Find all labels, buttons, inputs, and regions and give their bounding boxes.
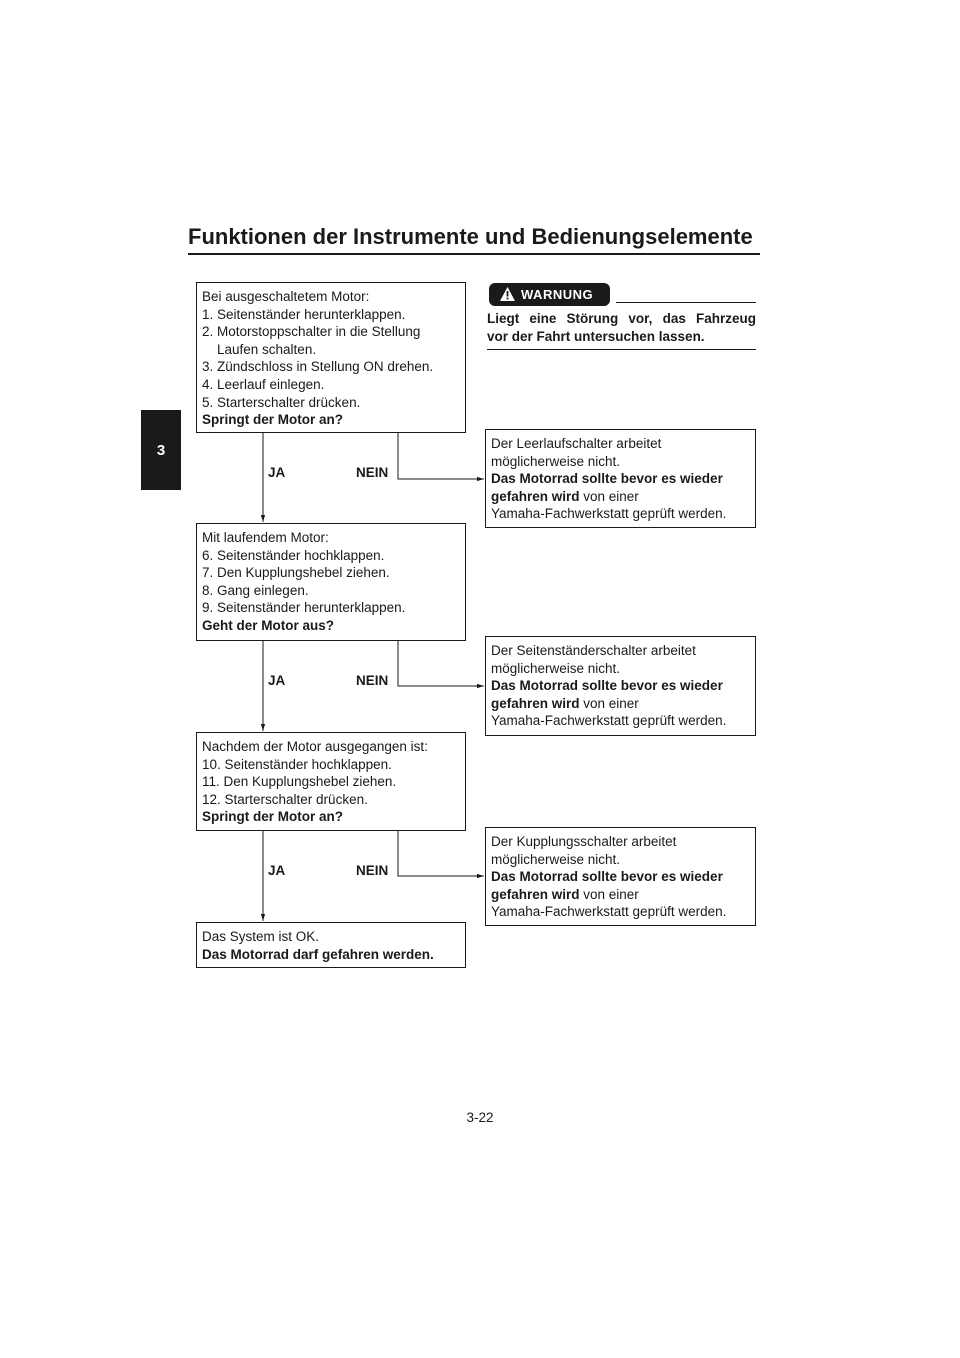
step-1-line: Laufen schalten. [217, 341, 317, 357]
step-1-line: 3. Zündschloss in Stellung ON drehen. [202, 359, 434, 375]
step-2-line: 7. Den Kupplungshebel ziehen. [202, 565, 390, 581]
step-3-line: 11. Den Kupplungshebel ziehen. [202, 774, 397, 790]
fault-box-1 [485, 429, 756, 528]
fault-box-2 [485, 636, 756, 736]
step-1-line: 1. Seitenständer herunterklappen. [202, 306, 406, 322]
fault-3-bold: Das Motorrad sollte bevor es wieder [491, 869, 723, 885]
no-arrow-3 [398, 830, 484, 876]
step-3-line: 12. Starterschalter drücken. [202, 791, 368, 807]
fault-1-line: Yamaha-Fachwerkstatt geprüft werden. [491, 506, 727, 522]
fault-1-tail: von einer [579, 488, 639, 504]
warning-text [487, 310, 756, 346]
step-box-2 [196, 523, 466, 641]
no-label-3: NEIN [356, 863, 389, 878]
page-title: Funktionen der Instrumente und Bedienungselemente [188, 224, 753, 249]
fault-1-bold: Das Motorrad sollte bevor es wieder [491, 471, 723, 487]
step-1-line: 4. Leerlauf einlegen. [202, 376, 325, 392]
warning-line: vor der Fahrt untersuchen lassen. [487, 329, 705, 344]
step-box-3 [196, 732, 466, 831]
fault-1-line: möglicherweise nicht. [491, 453, 621, 469]
fault-3-line: möglicherweise nicht. [491, 851, 621, 867]
yes-label-1: JA [268, 465, 286, 480]
no-label-1: NEIN [356, 465, 389, 480]
final-line: Das System ist OK. [202, 929, 320, 944]
no-arrow-1 [398, 432, 484, 479]
step-box-1 [196, 282, 466, 433]
step-1-line: 2. Motorstoppschalter in die Stellung [202, 324, 421, 340]
fault-2-bold: gefahren wird [491, 695, 580, 711]
step-2-line: 6. Seitenständer hochklappen. [202, 547, 385, 563]
step-2-line: 8. Gang einlegen. [202, 582, 309, 598]
step-2-question: Geht der Motor aus? [202, 617, 335, 633]
no-label-2: NEIN [356, 673, 389, 688]
fault-3-tail: von einer [579, 886, 639, 902]
yes-label-2: JA [268, 673, 286, 688]
no-arrow-2 [398, 640, 484, 686]
warning-badge [489, 283, 610, 306]
step-3-line: 10. Seitenständer hochklappen. [202, 756, 392, 772]
fault-3-line: Der Kupplungsschalter arbeitet [491, 834, 677, 849]
step-2-line: Mit laufendem Motor: [202, 530, 329, 545]
fault-3-line: Yamaha-Fachwerkstatt geprüft werden. [491, 904, 727, 920]
fault-1-line: Der Leerlaufschalter arbeitet [491, 436, 662, 451]
chapter-tab: 3 [141, 410, 181, 490]
fault-2-line: Yamaha-Fachwerkstatt geprüft werden. [491, 713, 727, 729]
step-3-question: Springt der Motor an? [202, 809, 343, 825]
fault-2-bold: Das Motorrad sollte bevor es wieder [491, 678, 723, 694]
step-3-line: Nachdem der Motor ausgegangen ist: [202, 739, 428, 754]
fault-2-tail: von einer [579, 695, 639, 711]
warning-triangle-icon [499, 286, 516, 302]
warning-line: Liegt eine Störung vor, das Fahrzeug [487, 311, 756, 326]
step-1-line: 5. Starterschalter drücken. [202, 394, 361, 410]
page-number: 3-22 [466, 1110, 494, 1125]
fault-2-line: Der Seitenständerschalter arbeitet [491, 643, 696, 658]
fault-3-bold: gefahren wird [491, 886, 580, 902]
final-line-bold: Das Motorrad darf gefahren werden. [202, 946, 434, 962]
warning-rule-top [616, 302, 756, 303]
final-box [196, 922, 466, 968]
fault-2-line: möglicherweise nicht. [491, 660, 621, 676]
fault-1-bold: gefahren wird [491, 488, 580, 504]
step-1-question: Springt der Motor an? [202, 412, 343, 428]
fault-box-3 [485, 827, 756, 926]
step-1-line: Bei ausgeschaltetem Motor: [202, 289, 370, 304]
step-2-line: 9. Seitenständer herunterklappen. [202, 600, 406, 616]
warning-badge-label: WARNUNG [521, 287, 594, 302]
warning-rule-bottom [487, 349, 756, 350]
yes-label-3: JA [268, 863, 286, 878]
